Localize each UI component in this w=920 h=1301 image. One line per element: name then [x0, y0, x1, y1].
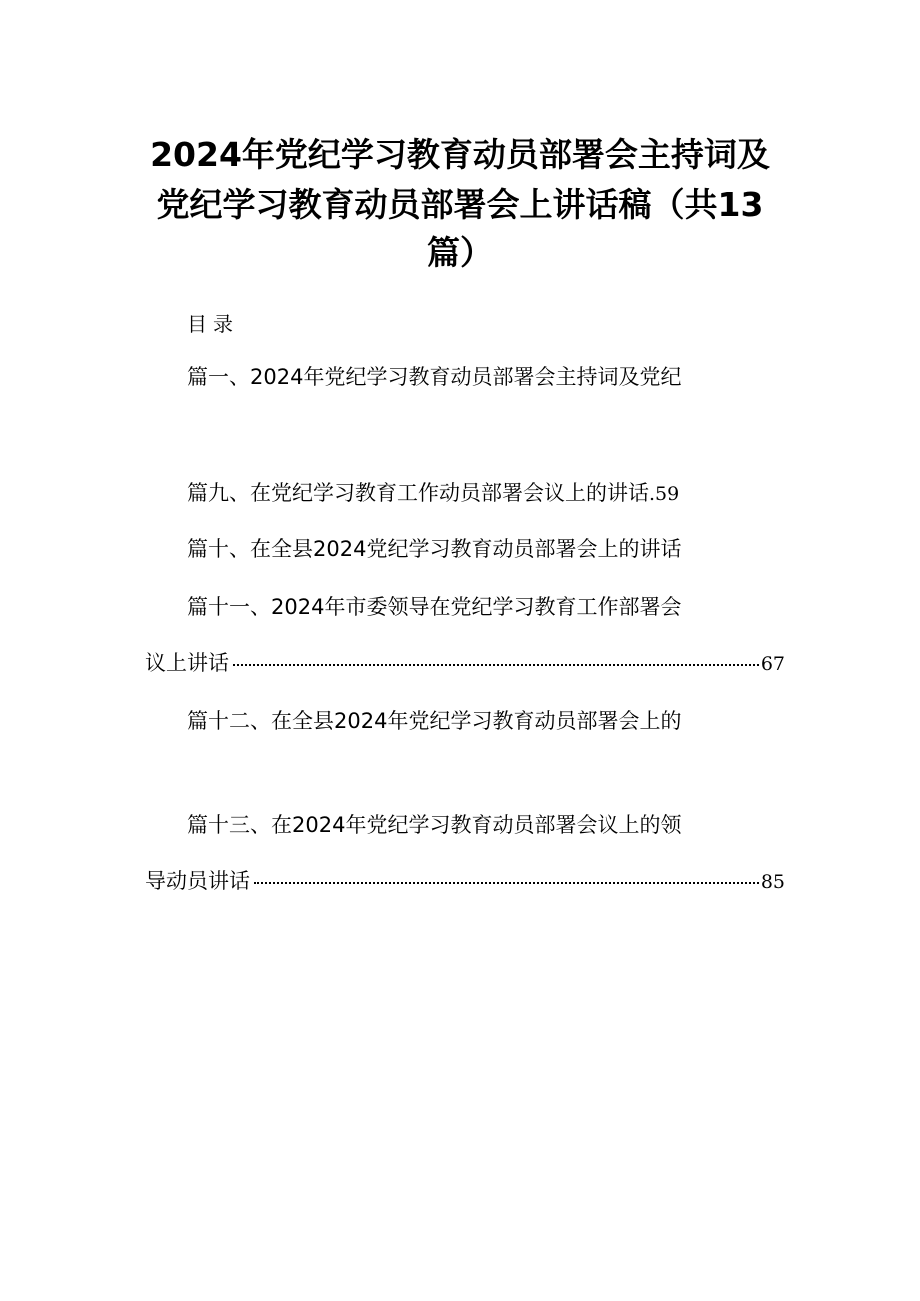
toc-entry-12[interactable] [187, 706, 681, 736]
toc-entry-text: 篇十三、在2024年党纪学习教育动员部署会议上的领 [187, 813, 682, 837]
toc-entry-13[interactable] [187, 810, 681, 840]
toc-entry-11-continued[interactable] [145, 648, 785, 678]
toc-entry-text: 篇十一、2024年市委领导在党纪学习教育工作部署会 [187, 595, 682, 619]
dot-leader [254, 880, 759, 884]
toc-entry-11[interactable] [187, 592, 681, 622]
toc-entry-page: .59 [649, 483, 680, 505]
toc-entry-page: 85 [760, 871, 785, 893]
toc-entry-text: 议上讲话 [145, 651, 229, 675]
toc-entry-9[interactable] [187, 478, 679, 509]
toc-entry-text: 篇十二、在全县2024年党纪学习教育动员部署会上的 [187, 709, 682, 733]
toc-entry-1[interactable] [187, 362, 681, 392]
toc-entry-10[interactable] [187, 534, 681, 564]
toc-entry-text: 篇十、在全县2024党纪学习教育动员部署会上的讲话 [187, 537, 682, 561]
toc-entry-text: 导动员讲话 [145, 869, 250, 893]
toc-heading: 目录 [187, 312, 239, 336]
toc-entry-text: 篇九、在党纪学习教育工作动员部署会议上的讲话 [187, 481, 649, 505]
toc-entry-text: 篇一、2024年党纪学习教育动员部署会主持词及党纪 [187, 365, 682, 389]
toc-entry-13-continued[interactable] [145, 866, 785, 896]
document-title-line-2: 党纪学习教育动员部署会上讲话稿（共13 [156, 185, 764, 224]
toc-entry-page: 67 [760, 653, 785, 675]
document-title-line-3: 篇） [427, 233, 493, 272]
dot-leader [233, 662, 759, 666]
document-title-line-1: 2024年党纪学习教育动员部署会主持词及 [150, 135, 770, 174]
